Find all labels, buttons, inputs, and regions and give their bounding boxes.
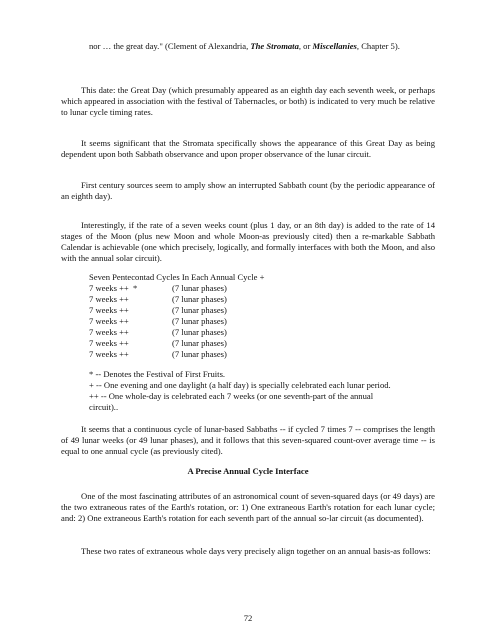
title-miscellanies: Miscellanies <box>312 41 357 51</box>
cycle-row: 7 weeks ++ (7 lunar phases) <box>89 349 227 359</box>
pentecontad-cycle-list <box>89 272 409 360</box>
page-number: 72 <box>243 613 253 623</box>
note-whole-day: ++ -- One whole-day is celebrated each 7 weeks (or one seventh-part of the annual circuit).. <box>89 391 374 412</box>
paragraph-extraneous-days: These two rates of extraneous whole days very precisely align together on an annual basis-as follows: <box>81 546 431 556</box>
cycle-row: 7 weeks ++ (7 lunar phases) <box>89 294 227 304</box>
paragraph-attributes: One of the most fascinating attributes of an astronomical count of seven-squared days (or 49 days) are the two extraneous rates of the Earth's rotation, or: 1) One extraneous Earth's rotation for each lunar cycle; and: 2) One extraneous Earth's rotation for each seventh part of the annual so-lar circuit (as documented). <box>61 491 435 523</box>
paragraph-seven-weeks: Interestingly, if the rate of a seven weeks count (plus 1 day, or an 8th day) is added to the rate of 14 stages of the Moon (plus new Moon and whole Moon-as previously cited) then a re-markable Sabbath Calendar is achievable (one which precisely, logically, and formally interfaces with both the Moon, and also with the annual solar circuit). <box>61 220 435 263</box>
paragraph-continuous-cycle: It seems that a continuous cycle of lunar-based Sabbaths -- if cycled 7 times 7 -- comprises the length of 49 lunar weeks (or 49 lunar phases), and it follows that this seven-squared count-over average time -- is equal to one annual cycle (as previously cited). <box>61 424 435 456</box>
cycle-row: 7 weeks ++ (7 lunar phases) <box>89 305 227 315</box>
note-half-day: + -- One evening and one daylight (a half day) is specially celebrated each lunar period. <box>89 380 391 390</box>
footnotes <box>89 369 435 413</box>
cycle-row: 7 weeks ++ (7 lunar phases) <box>89 316 227 326</box>
section-heading: A Precise Annual Cycle Interface <box>187 466 309 476</box>
title-stromata: The Stromata <box>250 41 299 51</box>
note-first-fruits: * -- Denotes the Festival of First Fruits. <box>89 369 226 379</box>
cycle-title: Seven Pentecontad Cycles In Each Annual Cycle + <box>89 272 265 282</box>
paragraph-great-day: This date: the Great Day (which presumably appeared as an eighth day each seventh week, or perhaps which appeared in association with the festival of Tabernacles, or both) is indicated to very much be relative to lunar cycle timing rates. <box>61 85 435 117</box>
cycle-row: 7 weeks ++ * (7 lunar phases) <box>89 283 227 293</box>
paragraph-stromata: It seems significant that the Stromata specifically shows the appearance of this Great Day as being dependent upon both Sabbath observance and upon proper observance of the lunar circuit. <box>61 138 435 159</box>
cycle-row: 7 weeks ++ (7 lunar phases) <box>89 338 227 348</box>
cycle-row: 7 weeks ++ (7 lunar phases) <box>89 327 227 337</box>
quote-continuation: nor … the great day." (Clement of Alexandria, The Stromata, or Miscellanies, Chapter 5). <box>89 41 400 51</box>
paragraph-first-century: First century sources seem to amply show an interrupted Sabbath count (by the periodic appearance of an eighth day). <box>61 180 435 201</box>
